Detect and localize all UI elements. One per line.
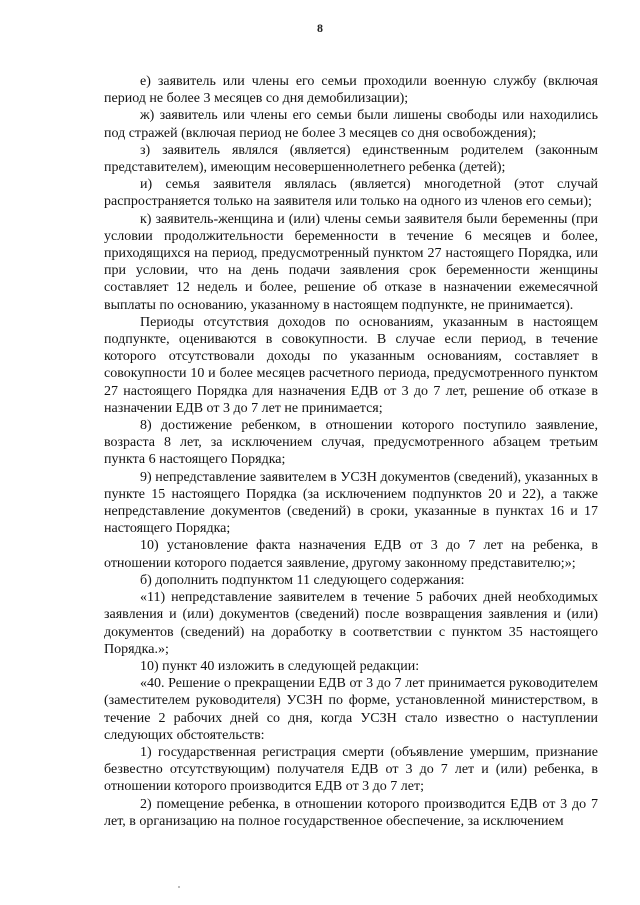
scan-speck (178, 886, 180, 888)
paragraph: е) заявитель или члены его семьи проходили военную службу (включая период не более 3 месяцев со дня демобилизации); (104, 74, 598, 107)
document-body (104, 73, 598, 830)
paragraph: 2) помещение ребенка, в отношении которого производится ЕДВ от 3 до 7 лет, в организацию на полное государственное обеспечение, за исключением (104, 796, 598, 829)
paragraph: ж) заявитель или члены его семьи были лишены свободы или находились под стражей (включая период не более 3 месяцев со дня освобождения); (104, 108, 598, 141)
paragraph: 1) государственная регистрация смерти (объявление умершим, признание безвестно отсутствующим) получателя ЕДВ от 3 до 7 лет и (или) ребенка, в отношении которого производится ЕДВ от 3 до 7 лет; (104, 744, 598, 795)
paragraph: «40. Решение о прекращении ЕДВ от 3 до 7 лет принимается руководителем (заместителем руководителя) УСЗН по форме, установленной министерством, в течение 2 рабочих дней со дня, когда УСЗН стало известно о наступлении следующих обстоятельств: (104, 676, 598, 743)
paragraph: 8) достижение ребенком, в отношении которого поступило заявление, возраста 8 лет, за исключением случая, предусмотренного абзацем третьим пункта 6 настоящего Порядка; (104, 418, 598, 468)
paragraph: и) семья заявителя являлась (является) многодетной (этот случай распространяется только на заявителя или только на одного из членов его семьи); (104, 177, 598, 210)
paragraph: «11) непредставление заявителем в течение 5 рабочих дней необходимых заявления и (или) документов (сведений) после возвращения заявления и (или) документов (сведений) на доработку в соответствии с пунктом 35 настоящего Порядка.»; (104, 590, 598, 657)
paragraph: 10) пункт 40 изложить в следующей редакции: (140, 658, 420, 674)
page-number: 8 (317, 21, 323, 35)
paragraph: 9) непредставление заявителем в УСЗН документов (сведений), указанных в пункте 15 настоящего Порядка (за исключением подпунктов 20 и 22), а также непредставление документов (сведений) в сроки, указанные в пунктах 16 и 17 настоящего Порядка; (104, 469, 598, 537)
paragraph: з) заявитель являлся (является) единственным родителем (законным представителем), имеющим несовершеннолетнего ребенка (детей); (104, 142, 598, 176)
paragraph: 10) установление факта назначения ЕДВ от 3 до 7 лет на ребенка, в отношении которого подается заявление, другому законному представителю;»; (104, 538, 598, 571)
paragraph: к) заявитель-женщина и (или) члены семьи заявителя были беременны (при условии продолжительности беременности в течение 6 месяцев и более, приходящихся на период, предусмотренный пунктом 27 настоящего Порядка, или при условии, что на день подачи заявления срок беременности женщины составляет 12 недель и более, решение об отказе в назначении ежемесячной выплаты по основанию, указанному в настоящем подпункте, не принимается). (104, 211, 598, 313)
paragraph: б) дополнить подпунктом 11 следующего содержания: (140, 572, 465, 588)
paragraph: Периоды отсутствия доходов по основаниям, указанным в настоящем подпункте, оцениваются в совокупности. В случае если период, в течение которого отсутствовали доходы по указанным основаниям, составляет в совокупности 10 и более месяцев расчетного периода, предусмотренного пунктом 27 настоящего Порядка для назначения ЕДВ от 3 до 7 лет, решение об отказе в назначении ЕДВ от 3 до 7 лет не принимается; (104, 314, 598, 416)
